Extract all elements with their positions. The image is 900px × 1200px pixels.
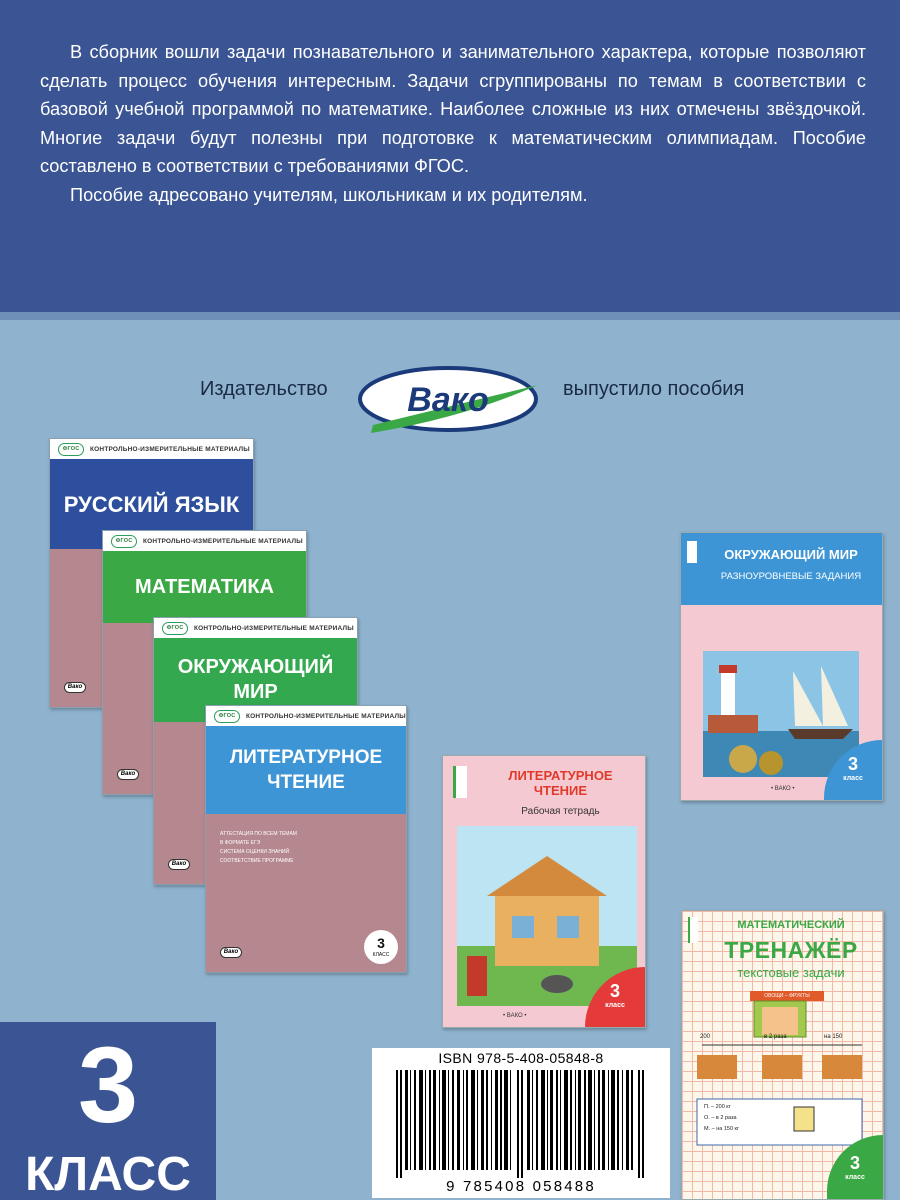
barcode-bars <box>386 1070 656 1178</box>
isbn-label: ISBN 978-5-408-05848-8 <box>438 1050 604 1066</box>
grade-label: класс <box>845 1174 865 1181</box>
grade-label: КЛАСС <box>25 1148 191 1200</box>
series-header: КОНТРОЛЬНО-ИЗМЕРИТЕЛЬНЫЕ МАТЕРИАЛЫ <box>194 625 354 632</box>
publisher-suffix: выпустило пособия <box>563 378 745 400</box>
book-title: ОКРУЖАЮЩИЙ МИР <box>724 547 858 562</box>
book-feature-item: СИСТЕМА ОЦЕНКИ ЗНАНИЙ <box>220 849 290 855</box>
book-reading <box>205 705 407 973</box>
grade-number: 3 <box>377 935 385 951</box>
book-title: МАТЕМАТИКА <box>103 551 306 623</box>
book-footer: • ВАКО • <box>503 1013 527 1019</box>
book-subtitle: Рабочая тетрадь <box>521 806 600 817</box>
barcode-number: 9 785408 058488 <box>446 1178 596 1195</box>
publisher-row <box>0 363 900 443</box>
book-title-small: МАТЕМАТИЧЕСКИЙ <box>737 919 845 931</box>
diagram-label: М. – на 150 кг <box>704 1126 739 1132</box>
grade-badge <box>364 930 398 964</box>
series-header: КОНТРОЛЬНО-ИЗМЕРИТЕЛЬНЫЕ МАТЕРИАЛЫ <box>143 538 303 545</box>
fgos-icon <box>453 766 467 798</box>
barcode-area <box>372 1048 670 1198</box>
panel-stripe <box>0 312 900 320</box>
book-subtitle: текстовые задачи <box>737 965 845 980</box>
book-footer: • ВАКО • <box>771 786 795 792</box>
fgos-icon <box>688 917 698 943</box>
publisher-prefix: Издательство <box>200 378 328 400</box>
fgos-badge: ФГОС <box>214 710 240 723</box>
grade-number: 3 <box>77 1024 139 1145</box>
diagram-label: в 2 раза <box>764 1034 787 1040</box>
description-text <box>40 38 866 210</box>
book-title: РУССКИЙ ЯЗЫК <box>50 459 253 549</box>
grade-label: класс <box>605 1002 625 1009</box>
book-feature-item: АТТЕСТАЦИЯ ПО ВСЕМ ТЕМАМ <box>220 831 297 837</box>
fgos-badge: ФГОС <box>58 443 84 456</box>
vako-logo-text: Вако <box>407 381 489 419</box>
grade-number: 3 <box>849 1153 860 1173</box>
book-title: ЛИТЕРАТУРНОЕ ЧТЕНИЕ <box>508 768 613 798</box>
diagram-label: О. – в 2 раза <box>704 1115 737 1121</box>
shop-sign: ОВОЩИ – ФРУКТЫ <box>750 991 824 1001</box>
grade-number: 3 <box>609 981 620 1001</box>
vako-mini-logo: Вако <box>117 769 139 780</box>
diagram-label: на 150 <box>824 1034 843 1040</box>
vako-logo <box>353 363 543 443</box>
grade-label: класс <box>843 775 863 782</box>
grade-label: КЛАСС <box>372 952 390 958</box>
book-math-trainer <box>681 910 884 1200</box>
vako-mini-logo: Вако <box>64 682 86 693</box>
book-world-levels <box>680 532 883 801</box>
book-feature-item: В ФОРМАТЕ ЕГЭ <box>220 840 261 846</box>
vako-mini-logo: Вако <box>220 947 242 958</box>
description-paragraph-2: Пособие адресовано учителям, школьникам и их родителям. <box>70 184 588 205</box>
book-title: ЛИТЕРАТУРНОЕ ЧТЕНИЕ <box>206 726 406 814</box>
book-title: ТРЕНАЖЁР <box>724 937 858 963</box>
grade-number: 3 <box>847 754 858 774</box>
vako-mini-logo: Вако <box>168 859 190 870</box>
book-feature-item: СООТВЕТСТВИЕ ПРОГРАММЕ <box>220 858 294 864</box>
book-title: ОКРУЖАЮЩИЙ МИР <box>154 638 357 722</box>
diagram-label: 200 <box>700 1034 711 1040</box>
diagram-label: П. – 200 кг <box>704 1104 731 1110</box>
series-header: КОНТРОЛЬНО-ИЗМЕРИТЕЛЬНЫЕ МАТЕРИАЛЫ <box>246 713 406 720</box>
fgos-badge: ФГОС <box>111 535 137 548</box>
book-feature-list <box>220 830 297 866</box>
series-header: КОНТРОЛЬНО-ИЗМЕРИТЕЛЬНЫЕ МАТЕРИАЛЫ <box>90 446 250 453</box>
description-paragraph-1: В сборник вошли задачи познавательного и занимательного характера, которые позволяют сделать процесс обучения интересным. Задачи сгруппированы по темам в соответствии с базовой учебной программой по математике. Наиболее сложные из них отмечены звёздочкой. Многие задачи будут полезны при подготовке к математическим олимпиадам. Пособие составлено в соответствии с требованиями ФГОС. <box>40 42 866 177</box>
book-subtitle: РАЗНОУРОВНЕВЫЕ ЗАДАНИЯ <box>720 571 862 582</box>
shop-illustration <box>692 999 872 1169</box>
book-reading-workbook <box>442 755 646 1028</box>
fgos-badge: ФГОС <box>162 622 188 635</box>
fgos-icon <box>687 541 697 563</box>
